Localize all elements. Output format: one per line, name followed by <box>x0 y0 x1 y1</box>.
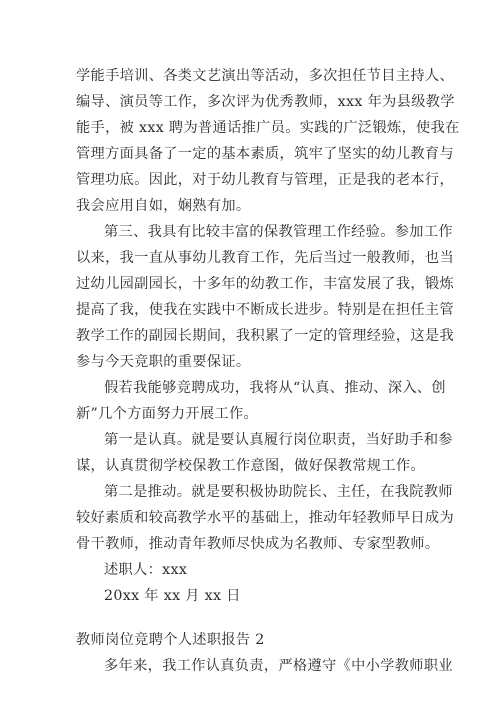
text-line: 较好素质和较高教学水平的基础上，推动年轻教师早日成为 <box>76 510 454 526</box>
paragraph-first-line: 第二是推动。就是要积极协助院长、主任，在我院教师 <box>104 484 453 500</box>
text-line: 能手，被 xxx 聘为普通话推广员。实践的广泛锻炼，使我在 <box>76 120 460 136</box>
text-line: 提高了我，使我在实践中不断成长进步。特别是在担任主管 <box>76 302 454 318</box>
paragraph-first-line: 第三、我具有比较丰富的保教管理工作经验。参加工作 <box>104 224 453 240</box>
text-line: 以来，我一直从事幼儿教育工作，先后当过一般教师，也当 <box>76 250 454 266</box>
text-line: 参与今天竞职的重要保证。 <box>76 354 251 370</box>
text-line: 管理方面具备了一定的基本素质，筑牢了坚实的幼儿教育与 <box>76 146 454 162</box>
text-line: 我会应用自如，娴熟有加。 <box>76 198 251 214</box>
paragraph-first-line: 第一是认真。就是要认真履行岗位职责，当好助手和参 <box>104 432 453 448</box>
text-line: 教学工作的副园长期间，我积累了一定的管理经验，这是我 <box>76 328 454 344</box>
text-line: 过幼儿园副园长，十多年的幼教工作，丰富发展了我，锻炼 <box>76 276 454 292</box>
text-line: 管理功底。因此，对于幼儿教育与管理，正是我的老本行， <box>76 172 454 188</box>
signature-name: 述职人：xxx <box>104 562 188 578</box>
text-line: 谋，认真贯彻学校保教工作意图，做好保教常规工作。 <box>76 458 425 474</box>
paragraph-first-line: 多年来，我工作认真负责，严格遵守《中小学教师职业 <box>104 658 453 674</box>
paragraph-first-line: 假若我能够竞聘成功，我将从“认真、推动、深入、创 <box>104 380 446 396</box>
section-heading: 教师岗位竞聘个人述职报告 2 <box>76 632 265 648</box>
signature-date: 20xx 年 xx 月 xx 日 <box>104 588 241 604</box>
text-line: 学能手培训、各类文艺演出等活动，多次担任节目主持人、 <box>76 68 454 84</box>
text-line: 骨干教师，推动青年教师尽快成为名教师、专家型教师。 <box>76 536 440 552</box>
text-line: 新”几个方面努力开展工作。 <box>76 406 259 422</box>
text-line: 编导、演员等工作，多次评为优秀教师，xxx 年为县级教学 <box>76 94 455 110</box>
